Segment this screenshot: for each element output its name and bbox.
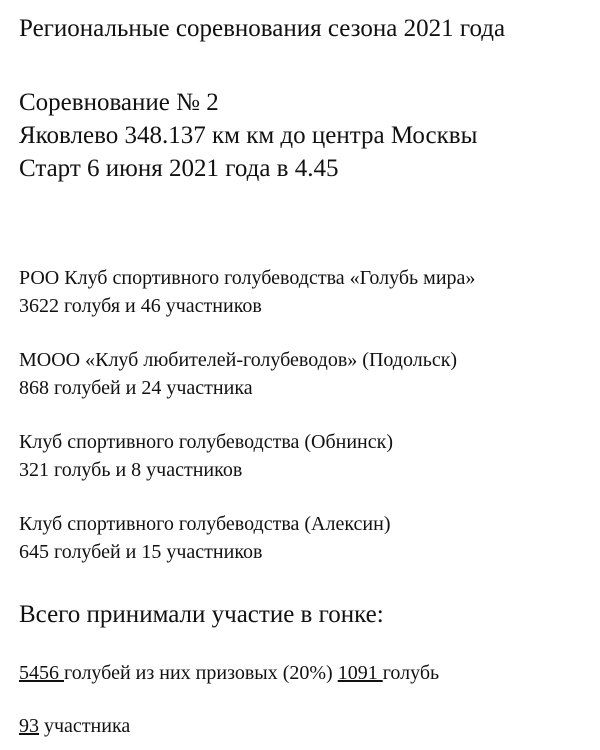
club-stats: 868 голубей и 24 участника [19,377,253,399]
participants-text: участника [39,715,131,737]
total-pigeons-count: 5456 [19,662,64,684]
totals-participants [19,712,130,740]
club-item [19,264,475,346]
totals-summary [19,659,439,687]
total-pigeons-text: голубей из них призовых (20%) [64,662,338,684]
club-item [19,346,475,428]
club-item [19,510,475,592]
participants-count: 93 [19,715,39,737]
club-stats: 321 голубь и 8 участников [19,459,243,481]
prize-pigeons-count: 1091 [337,662,383,684]
clubs-list [19,264,475,592]
club-name: РОО Клуб спортивного голубеводства «Голубь мира» [19,267,476,289]
competition-number: Соревнование № 2 [19,89,219,116]
club-item [19,428,475,510]
club-name: Клуб спортивного голубеводства (Алексин) [19,513,391,535]
prize-pigeons-text: голубь [382,662,440,684]
totals-heading: Всего принимали участие в гонке: [19,601,384,628]
club-stats: 645 голубей и 15 участников [19,541,263,563]
club-name: МООО «Клуб любителей-голубеводов» (Подольск) [19,349,458,371]
competition-location: Яковлево 348.137 км км до центра Москвы [19,122,478,149]
competition-start: Старт 6 июня 2021 года в 4.45 [19,155,339,182]
page-title: Региональные соревнования сезона 2021 года [19,15,506,42]
club-stats: 3622 голубя и 46 участников [19,295,262,317]
club-name: Клуб спортивного голубеводства (Обнинск) [19,431,394,453]
competition-info [19,86,477,185]
